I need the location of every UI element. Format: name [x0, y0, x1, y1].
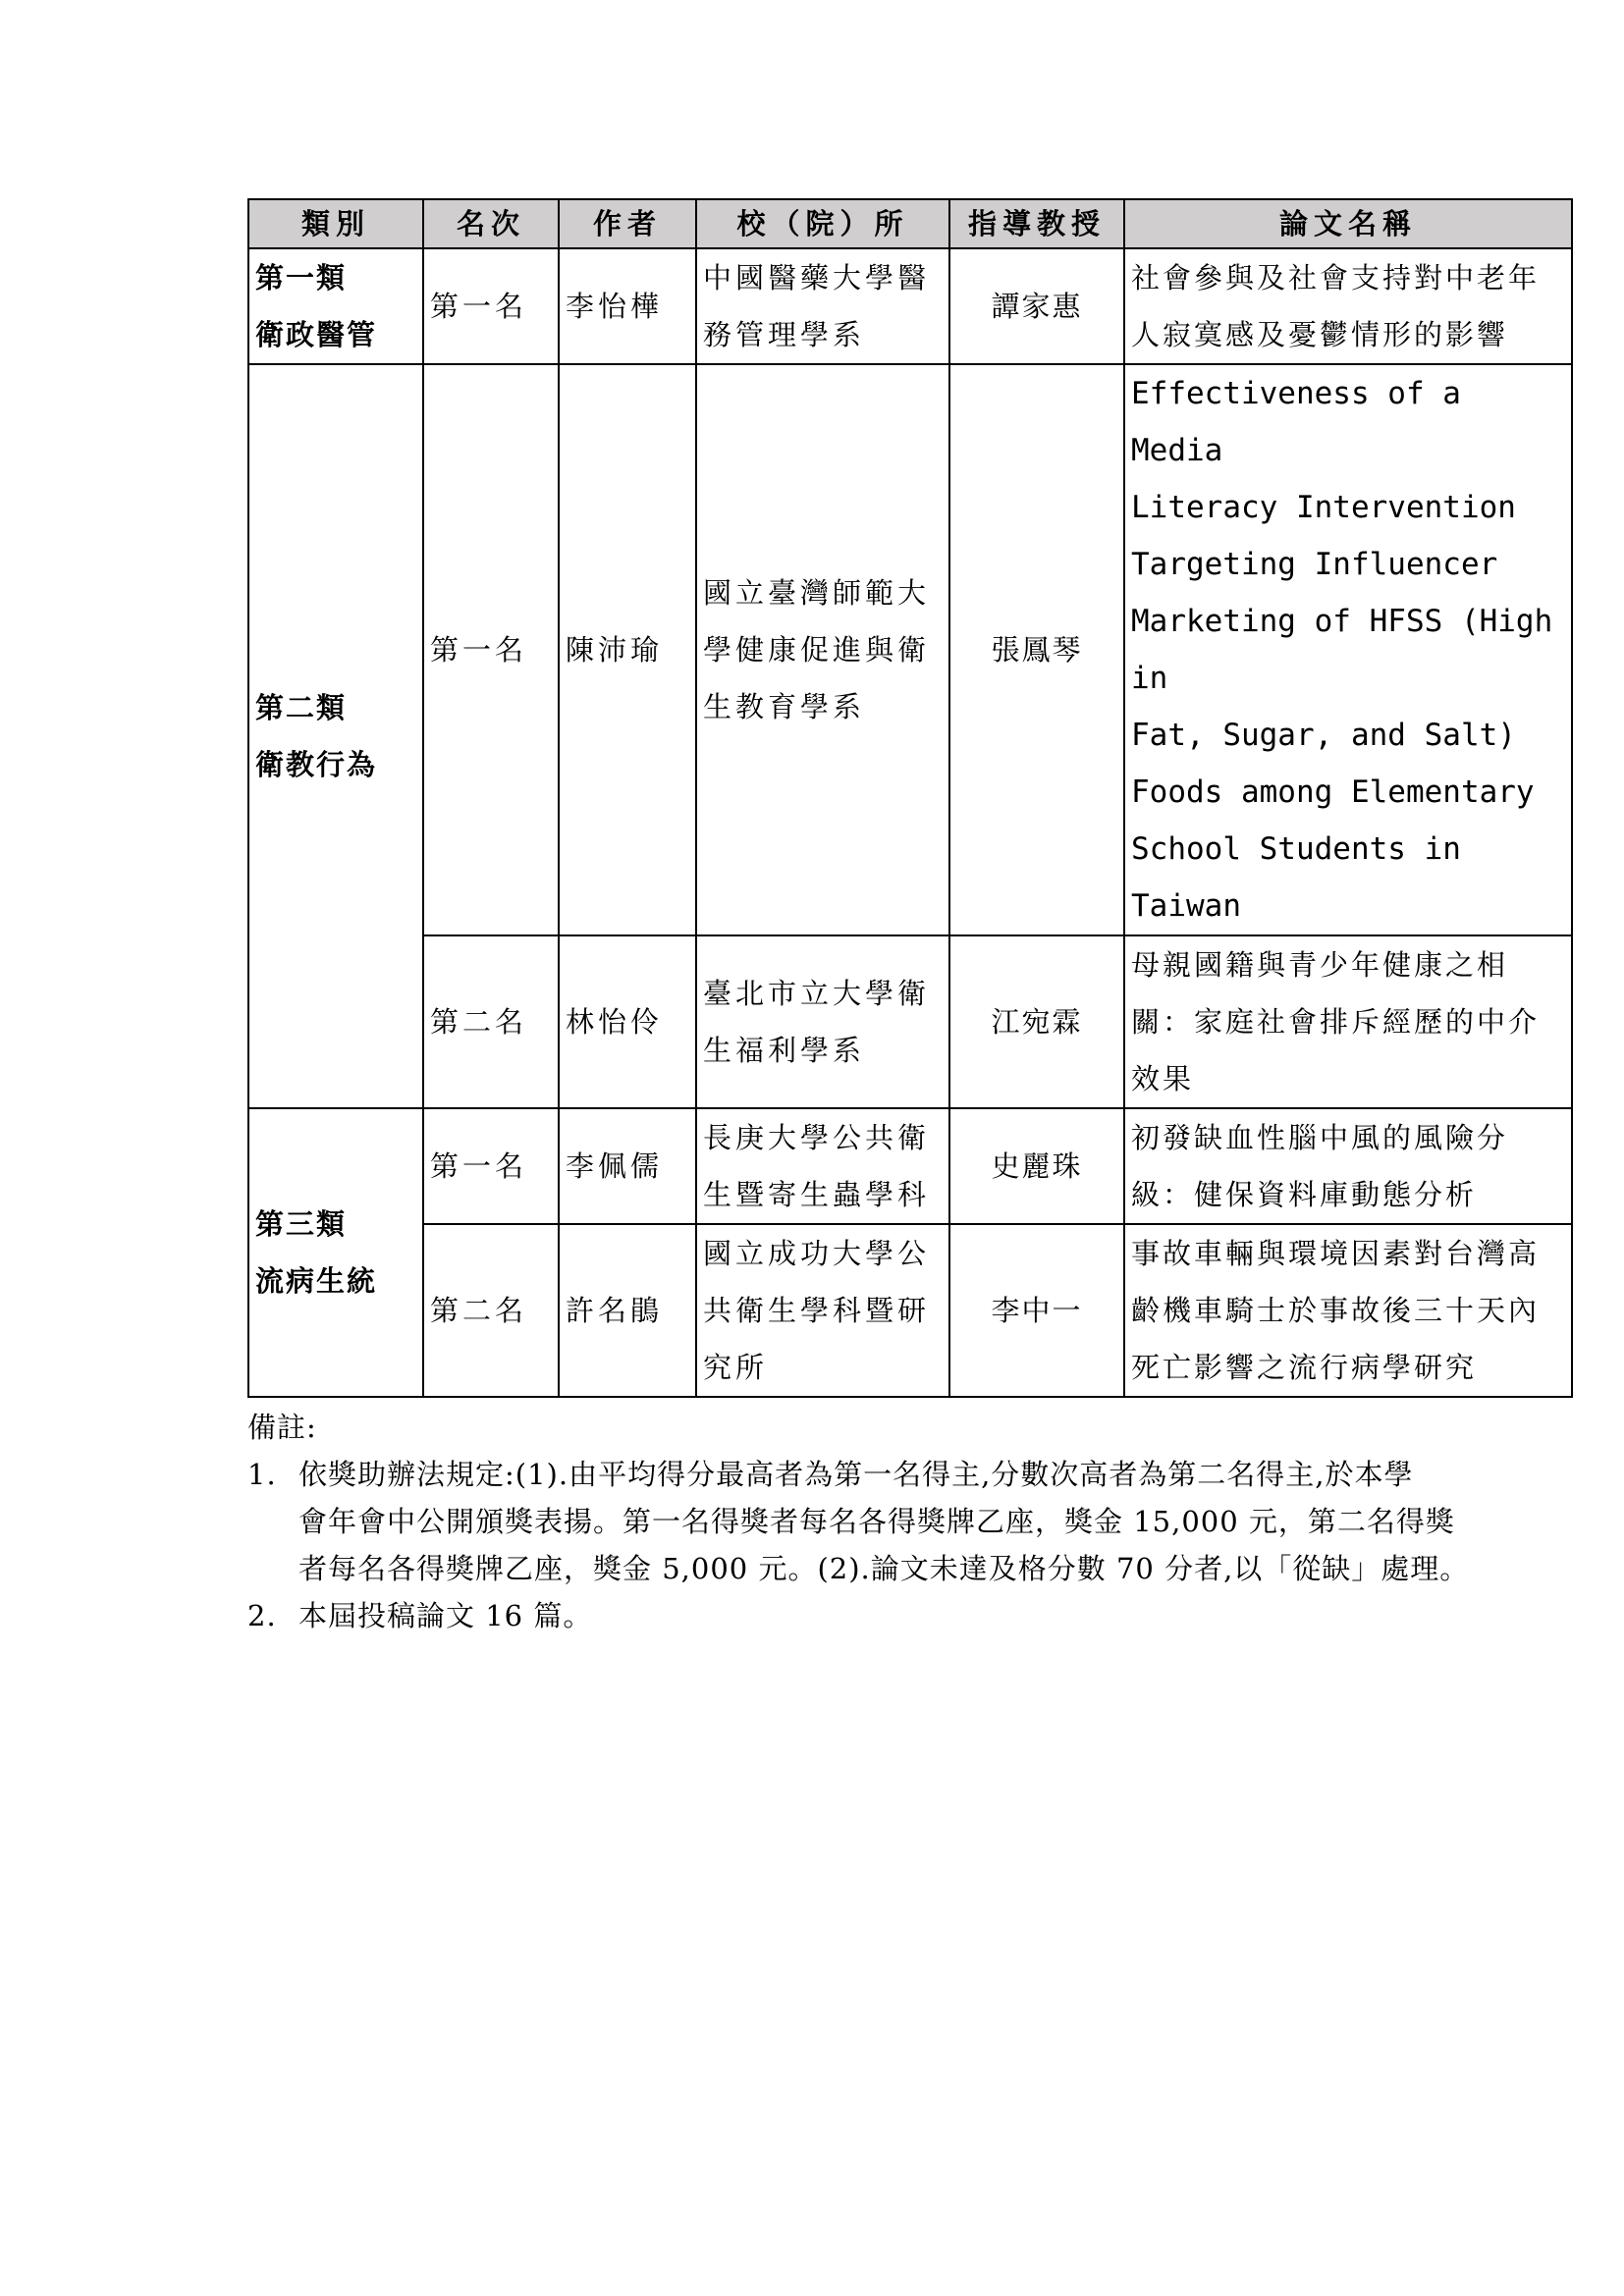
- school-cell: 中國醫藥大學醫 務管理學系: [696, 248, 949, 364]
- thesis-title-cell: 母親國籍與青少年健康之相 關：家庭社會排斥經歷的中介 效果: [1124, 935, 1572, 1108]
- note-text: 本屆投稿論文 16 篇。: [298, 1599, 593, 1632]
- awards-table: [247, 198, 1573, 1398]
- advisor-cell: 李中一: [949, 1224, 1124, 1397]
- table-header-row: [248, 199, 1572, 248]
- thesis-title-cell: 初發缺血性腦中風的風險分 級：健保資料庫動態分析: [1124, 1108, 1572, 1224]
- advisor-cell: 張鳳琴: [949, 364, 1124, 935]
- school-cell: 國立臺灣師範大 學健康促進與衛 生教育學系: [696, 364, 949, 935]
- rank-cell: 第二名: [423, 935, 559, 1108]
- advisor-cell: 譚家惠: [949, 248, 1124, 364]
- notes-heading: 備註:: [247, 1411, 317, 1444]
- note-item: [247, 1451, 1571, 1592]
- rank-cell: 第二名: [423, 1224, 559, 1397]
- school-cell: 臺北市立大學衛 生福利學系: [696, 935, 949, 1108]
- table-row: [248, 935, 1572, 1108]
- author-cell: 李佩儒: [559, 1108, 696, 1224]
- author-cell: 林怡伶: [559, 935, 696, 1108]
- thesis-title-cell: Effectiveness of a Media Literacy Intervention Targeting Influencer Marketing of HFSS (High in Fat, Sugar, and Salt) Foods among Elementary School Students in Taiwan: [1124, 364, 1572, 935]
- rank-cell: 第一名: [423, 248, 559, 364]
- category-cell: 第二類 衛教行為: [248, 364, 423, 1108]
- thesis-title-cell: 社會參與及社會支持對中老年 人寂寞感及憂鬱情形的影響: [1124, 248, 1572, 364]
- table-row: [248, 1224, 1572, 1397]
- note-item: [247, 1592, 1571, 1639]
- table-row: [248, 364, 1572, 935]
- school-cell: 長庚大學公共衛 生暨寄生蟲學科: [696, 1108, 949, 1224]
- table-row: [248, 1108, 1572, 1224]
- thesis-title-cell: 事故車輛與環境因素對台灣高 齡機車騎士於事故後三十天內 死亡影響之流行病學研究: [1124, 1224, 1572, 1397]
- header-advisor: 指導教授: [949, 199, 1124, 248]
- header-school: 校（院）所: [696, 199, 949, 248]
- note-text: 依獎助辦法規定:(1).由平均得分最高者為第一名得主,分數次高者為第二名得主,於本學 會年會中公開頒獎表揚。第一名得獎者每名各得獎牌乙座，獎金 15,000 元，第二名得獎 者每名各得獎牌乙座，獎金 5,000 元。(2).論文未達及格分數 70 分者,以「從缺」處理。: [298, 1458, 1470, 1585]
- note-number: 2.: [247, 1599, 277, 1632]
- document-page: [247, 198, 1571, 1639]
- advisor-cell: 江宛霖: [949, 935, 1124, 1108]
- rank-cell: 第一名: [423, 364, 559, 935]
- header-category: 類別: [248, 199, 423, 248]
- rank-cell: 第一名: [423, 1108, 559, 1224]
- author-cell: 陳沛瑜: [559, 364, 696, 935]
- category-cell: 第一類 衛政醫管: [248, 248, 423, 364]
- school-cell: 國立成功大學公 共衛生學科暨研 究所: [696, 1224, 949, 1397]
- header-author: 作者: [559, 199, 696, 248]
- header-title: 論文名稱: [1124, 199, 1572, 248]
- note-number: 1.: [247, 1458, 277, 1491]
- advisor-cell: 史麗珠: [949, 1108, 1124, 1224]
- notes-section: [247, 1404, 1571, 1639]
- category-cell: 第三類 流病生統: [248, 1108, 423, 1397]
- author-cell: 李怡樺: [559, 248, 696, 364]
- table-row: [248, 248, 1572, 364]
- author-cell: 許名鵑: [559, 1224, 696, 1397]
- header-rank: 名次: [423, 199, 559, 248]
